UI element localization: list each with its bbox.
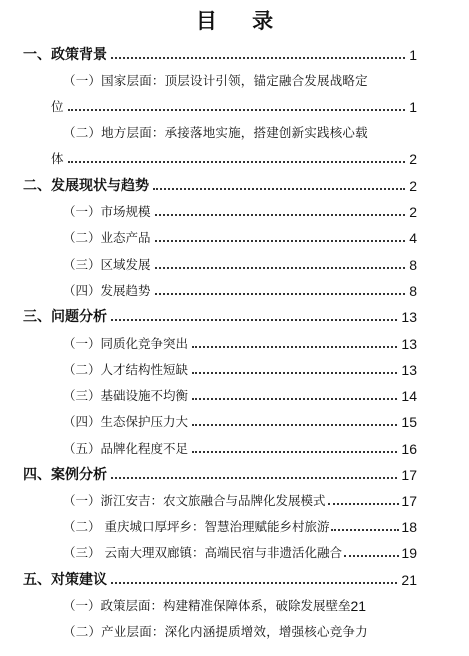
dot-leader [192, 451, 397, 453]
dot-leader [192, 424, 397, 426]
toc-entry-market-size[interactable] [0, 195, 469, 221]
toc-entry-case-chengkou[interactable] [0, 510, 469, 536]
toc-entry-text: （四）发展趋势 [63, 283, 151, 298]
toc-entry-text: （二）产业层面：深化内涵提质增效，增强核心竞争力 [63, 624, 368, 639]
toc-entry-trends[interactable] [0, 274, 469, 300]
toc-entry-text: （一）政策层面：构建精准保障体系，破除发展壁垒 [63, 598, 351, 613]
toc-entry-products[interactable] [0, 221, 469, 247]
toc-entry-text: （三）基础设施不均衡 [63, 388, 189, 403]
toc-entry-ecology[interactable] [0, 405, 469, 431]
toc-page-number: 2 [409, 178, 417, 194]
dot-leader [111, 477, 397, 479]
toc-entry-text: 三、问题分析 [23, 309, 107, 325]
toc-page-number: 2 [409, 204, 417, 220]
toc-entry-national-level-cont[interactable] [0, 90, 469, 116]
toc-entry-national-level[interactable] [0, 64, 469, 90]
toc-entry-case-shuanglang[interactable] [0, 536, 469, 562]
dot-leader [344, 555, 399, 557]
toc-entry-text: （二）人才结构性短缺 [63, 362, 189, 377]
dot-leader [328, 503, 400, 505]
toc-page-number: 8 [409, 257, 417, 273]
toc-page-number: 13 [401, 362, 417, 378]
dot-leader [192, 372, 397, 374]
toc-page-number: 17 [401, 493, 417, 509]
dot-leader [111, 582, 397, 584]
dot-leader [192, 398, 397, 400]
toc-entry-text: （二）业态产品 [63, 230, 151, 245]
dot-leader [111, 57, 405, 59]
toc-page-number: 21 [350, 598, 367, 614]
toc-entry-text: （二）地方层面：承接落地实施，搭建创新实践核心载 [63, 125, 368, 140]
toc-page-number: 14 [401, 388, 417, 404]
dot-leader [155, 214, 406, 216]
dot-leader [111, 319, 397, 321]
page-title: 目 录 [195, 8, 288, 33]
toc-entry-text: （三）区域发展 [63, 257, 151, 272]
toc-entry-local-level[interactable] [0, 116, 469, 142]
toc-entry-recommendations[interactable] [0, 563, 469, 589]
toc-entry-cases[interactable] [0, 458, 469, 484]
toc-entry-local-level-cont[interactable] [0, 142, 469, 168]
toc-entry-text: 五、对策建议 [23, 572, 107, 588]
toc-entry-status-trends[interactable] [0, 169, 469, 195]
toc-page-number: 8 [409, 283, 417, 299]
toc-entry-industry-level[interactable] [0, 615, 469, 641]
dot-leader [155, 293, 406, 295]
toc-page-number: 2 [409, 151, 417, 167]
toc-entry-infrastructure[interactable] [0, 379, 469, 405]
toc-entry-policy-background[interactable] [0, 38, 469, 64]
toc-entry-case-anji[interactable] [0, 484, 469, 510]
toc-entry-text: （一）市场规模 [63, 204, 151, 219]
dot-leader [68, 109, 406, 111]
toc-page-number: 19 [401, 545, 417, 561]
toc-page-number: 16 [401, 441, 417, 457]
toc-entry-text: （三） 云南大理双廊镇：高端民宿与非遗活化融合 [63, 545, 342, 560]
toc-entry-problems[interactable] [0, 300, 469, 326]
dot-leader [192, 346, 397, 348]
toc-entry-text: 四、案例分析 [23, 467, 107, 483]
toc-entry-text: 二、发展现状与趋势 [23, 178, 149, 194]
toc-page-number: 1 [409, 99, 417, 115]
toc-page-number: 18 [401, 519, 417, 535]
toc-entry-homogenization[interactable] [0, 327, 469, 353]
toc-page-number: 17 [401, 467, 417, 483]
toc-page-number: 21 [401, 572, 417, 588]
toc-entry-text: （一）浙江安吉：农文旅融合与品牌化发展模式 [63, 493, 326, 508]
toc-page-number: 13 [401, 309, 417, 325]
dot-leader [331, 529, 399, 531]
toc-entry-text: （四）生态保护压力大 [63, 414, 189, 429]
toc-entry-branding[interactable] [0, 432, 469, 458]
dot-leader [155, 240, 406, 242]
dot-leader [155, 267, 406, 269]
toc-entry-policy-level[interactable] [0, 589, 469, 615]
toc-entry-text: （一）国家层面：顶层设计引领，锚定融合发展战略定 [63, 73, 368, 88]
toc-entry-text: 位 [51, 99, 64, 114]
toc-entry-text: （五）品牌化程度不足 [63, 441, 189, 456]
toc-page-number: 1 [409, 47, 417, 63]
toc-entry-text: （二） 重庆城口厚坪乡：智慧治理赋能乡村旅游 [63, 519, 330, 534]
toc-entry-regional[interactable] [0, 248, 469, 274]
dot-leader [68, 161, 406, 163]
toc-entry-talent-shortage[interactable] [0, 353, 469, 379]
toc-page-number: 15 [401, 414, 417, 430]
toc-page-number: 13 [401, 336, 417, 352]
toc-entry-text: 体 [51, 151, 64, 166]
dot-leader [153, 188, 405, 190]
toc-entry-text: （一）同质化竞争突出 [63, 336, 189, 351]
toc-page-number: 4 [409, 230, 417, 246]
toc-entry-text: 一、政策背景 [23, 47, 107, 63]
